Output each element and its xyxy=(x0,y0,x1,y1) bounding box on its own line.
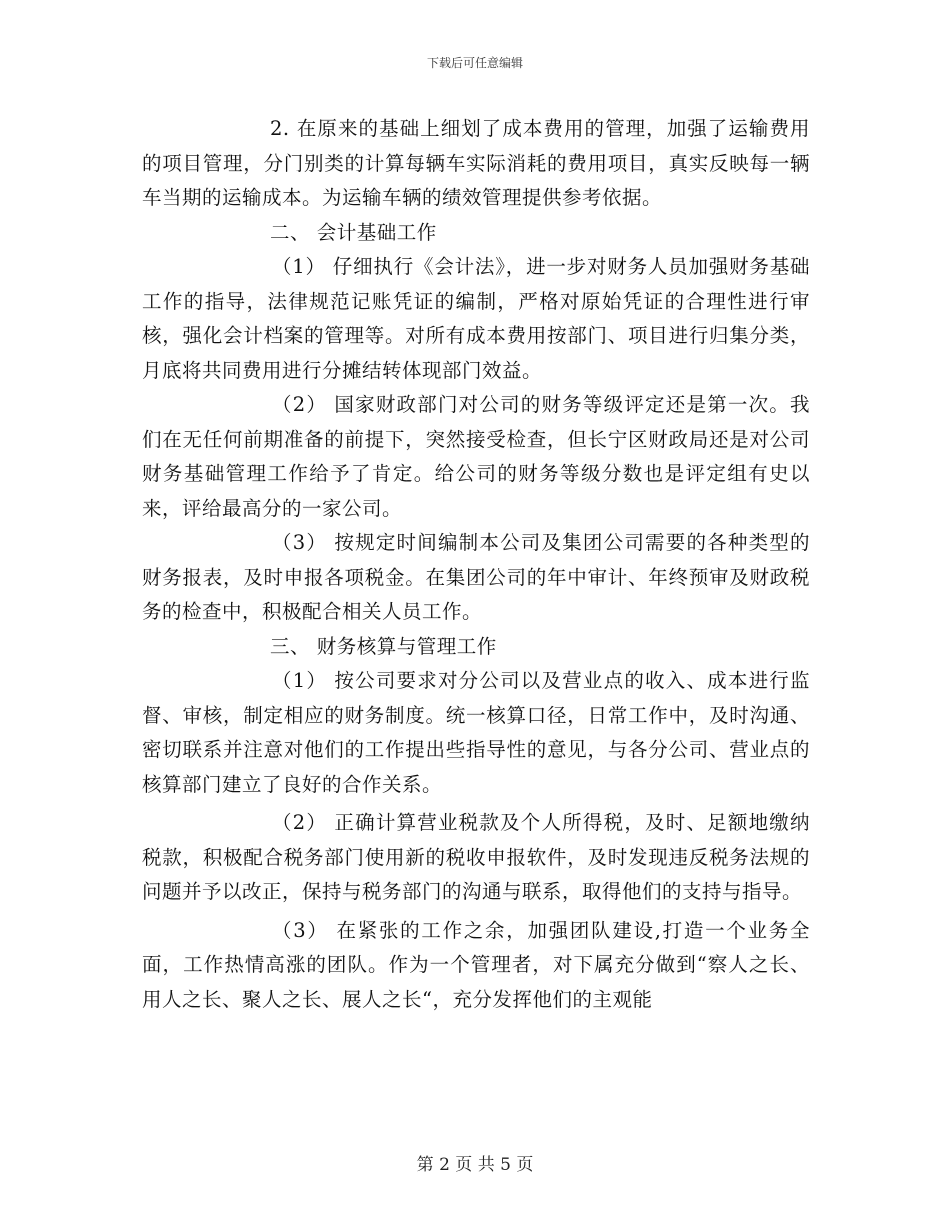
document-body xyxy=(142,112,810,1017)
paragraph-branch-supervision: （1） 按公司要求对分公司以及营业点的收入、成本进行监督、审核，制定相应的财务制度。统一核算口径，日常工作中，及时沟通、密切联系并注意对他们的工作提出些指导性的意见，与各分公司、营业点的核算部门建立了良好的合作关系。 xyxy=(142,669,810,796)
section-heading-accounting-management: 三、 财务核算与管理工作 xyxy=(270,634,497,658)
page-number-footer: 第 2 页 共 5 页 xyxy=(416,1155,534,1175)
page-header: 下载后可任意编辑 xyxy=(426,56,523,70)
paragraph-tax-payment: （2） 正确计算营业税款及个人所得税，及时、足额地缴纳税款，积极配合税务部门使用新的税收申报软件，及时发现违反税务法规的问题并予以改正，保持与税务部门的沟通与联系，取得他们的支持与指导。 xyxy=(142,811,810,903)
paragraph-team-building: （3） 在紧张的工作之余，加强团队建设,打造一个业务全面，工作热情高涨的团队。作为一个管理者，对下属充分做到“察人之长、用人之长、聚人之长、展人之长“，充分发挥他们的主观能 xyxy=(142,918,810,1011)
paragraph-finance-rating: （2） 国家财政部门对公司的财务等级评定还是第一次。我们在无任何前期准备的前提下，突然接受检查，但长宁区财政局还是对公司财务基础管理工作给予了肯定。给公司的财务等级分数也是评定组有史以来，评给最高分的一家公司。 xyxy=(142,393,810,520)
paragraph-accounting-law: （1） 仔细执行《会计法》，进一步对财务人员加强财务基础工作的指导，法律规范记账凭证的编制，严格对原始凭证的合理性进行审核，强化会计档案的管理等。对所有成本费用按部门、项目进行归集分类，月底将共同费用进行分摊结转体现部门效益。 xyxy=(142,255,810,382)
section-heading-accounting-basics: 二、 会计基础工作 xyxy=(270,220,437,244)
paragraph-financial-reports: （3） 按规定时间编制本公司及集团公司需要的各种类型的财务报表，及时申报各项税金。在集团公司的年中审计、年终预审及财政税务的检查中，积极配合相关人员工作。 xyxy=(142,531,810,623)
paragraph-cost-management: 2. 在原来的基础上细划了成本费用的管理，加强了运输费用的项目管理，分门别类的计算每辆车实际消耗的费用项目，真实反映每一辆车当期的运输成本。为运输车辆的绩效管理提供参考依据。 xyxy=(142,117,810,209)
